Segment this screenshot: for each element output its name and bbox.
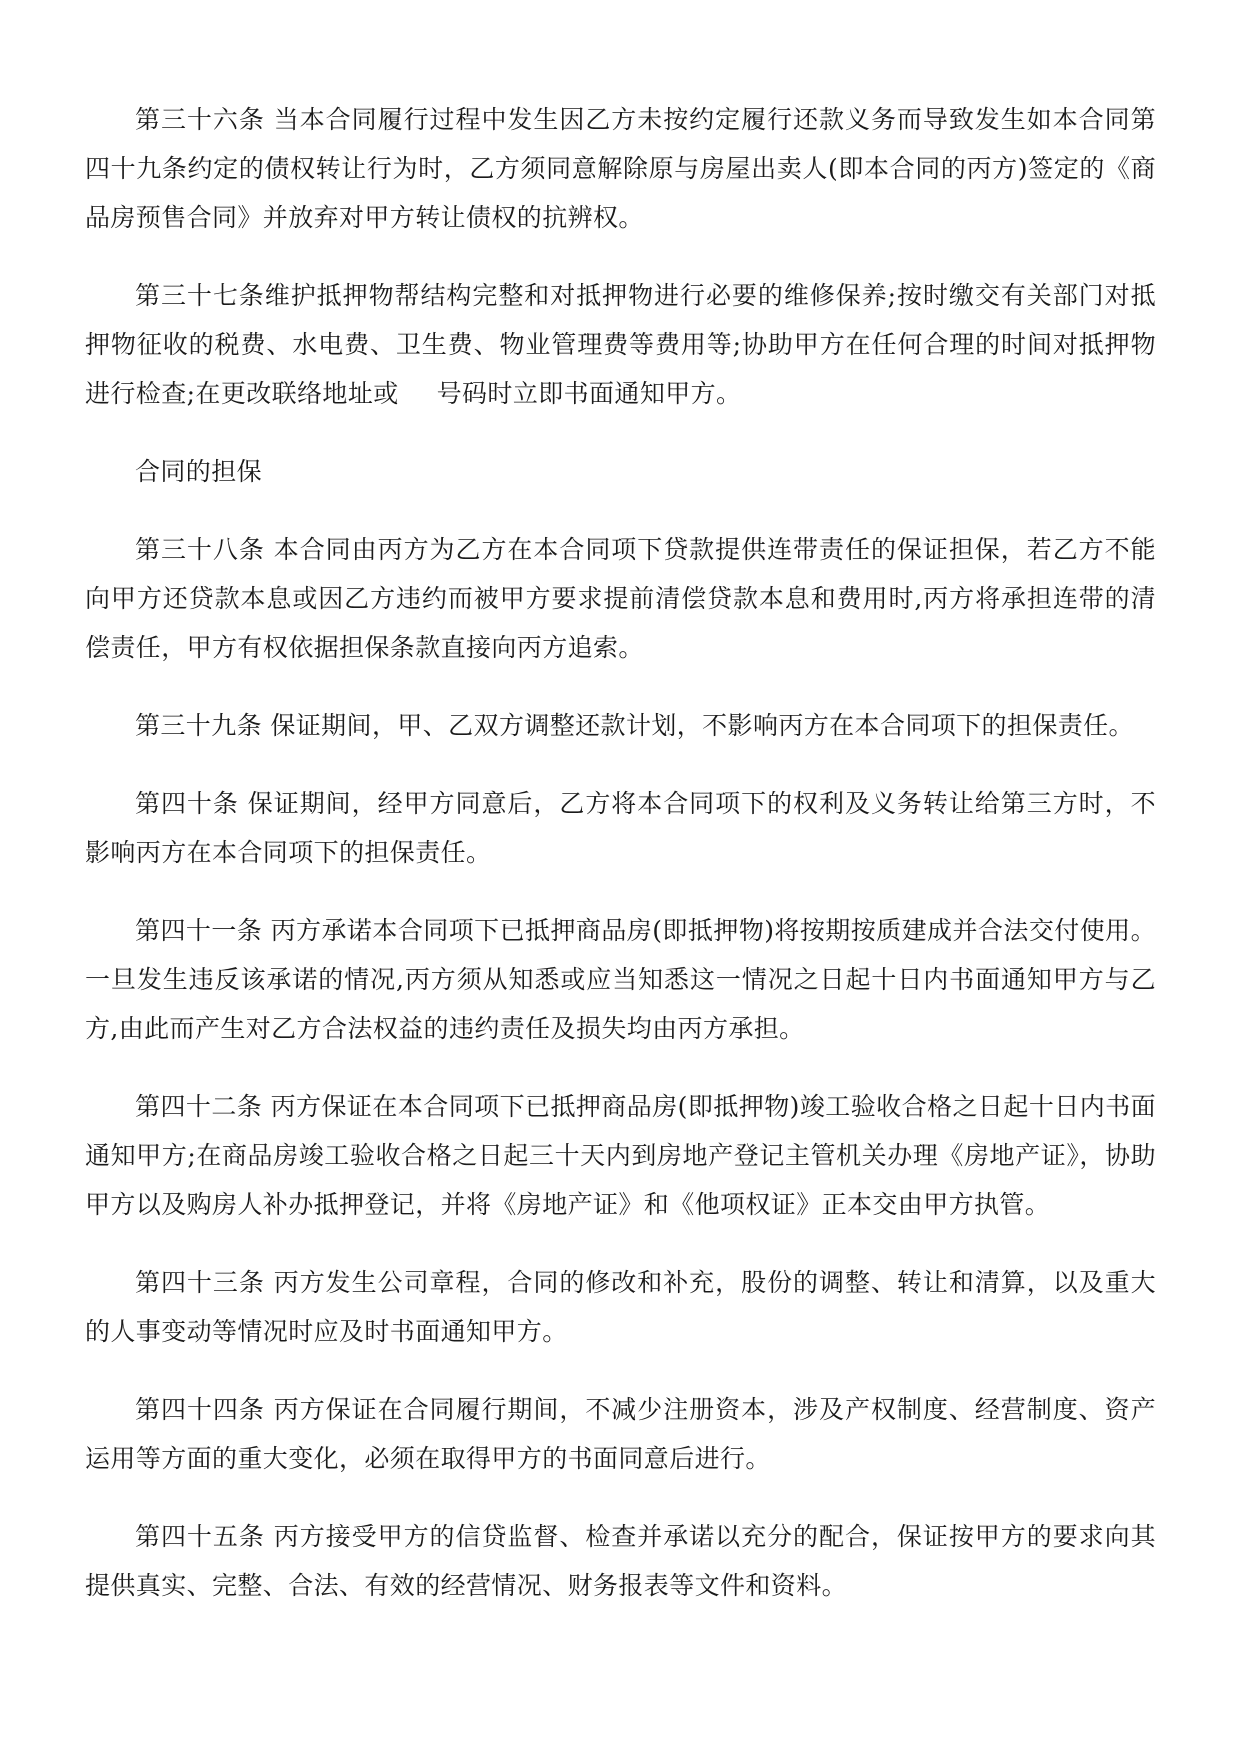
section-heading-guarantee: 合同的担保: [135, 457, 263, 486]
article-41: 第四十一条 丙方承诺本合同项下已抵押商品房(即抵押物)将按期按质建成并合法交付使用。一旦发生违反该承诺的情况,丙方须从知悉或应当知悉这一情况之日起十日内书面通知甲方与乙方,由此而产生对乙方合法权益的违约责任及损失均由丙方承担。: [85, 916, 1156, 1043]
article-45: 第四十五条 丙方接受甲方的信贷监督、检查并承诺以充分的配合，保证按甲方的要求向其提供真实、完整、合法、有效的经营情况、财务报表等文件和资料。: [85, 1522, 1156, 1600]
article-37: [85, 271, 1156, 418]
article-40: 第四十条 保证期间，经甲方同意后，乙方将本合同项下的权利及义务转让给第三方时，不影响丙方在本合同项下的担保责任。: [85, 789, 1156, 867]
article-39: 第三十九条 保证期间，甲、乙双方调整还款计划，不影响丙方在本合同项下的担保责任。: [135, 711, 1134, 740]
article-36: 第三十六条 当本合同履行过程中发生因乙方未按约定履行还款义务而导致发生如本合同第四十九条约定的债权转让行为时，乙方须同意解除原与房屋出卖人(即本合同的丙方)签定的《商品房预售合同》并放弃对甲方转让债权的抗辨权。: [85, 105, 1156, 232]
article-37-text-part-1: 第三十七条维护抵押物帮结构完整和对抵押物进行必要的维修保养;按时缴交有关部门对抵押物征收的税费、水电费、卫生费、物业管理费等费用等;协助甲方在任何合理的时间对抵押物进行检查;在更改联络地址或: [85, 281, 1156, 408]
article-43: 第四十三条 丙方发生公司章程，合同的修改和补充，股份的调整、转让和清算，以及重大的人事变动等情况时应及时书面通知甲方。: [85, 1268, 1156, 1346]
article-37-text-part-2: 号码时立即书面通知甲方。: [436, 379, 742, 408]
article-38: 第三十八条 本合同由丙方为乙方在本合同项下贷款提供连带责任的保证担保，若乙方不能向甲方还贷款本息或因乙方违约而被甲方要求提前清偿贷款本息和费用时,丙方将承担连带的清偿责任，甲方有权依据担保条款直接向丙方追索。: [85, 535, 1156, 662]
article-42: 第四十二条 丙方保证在本合同项下已抵押商品房(即抵押物)竣工验收合格之日起十日内书面通知甲方;在商品房竣工验收合格之日起三十天内到房地产登记主管机关办理《房地产证》，协助甲方以及购房人补办抵押登记，并将《房地产证》和《他项权证》正本交由甲方执管。: [85, 1092, 1156, 1219]
article-44: 第四十四条 丙方保证在合同履行期间，不减少注册资本，涉及产权制度、经营制度、资产运用等方面的重大变化，必须在取得甲方的书面同意后进行。: [85, 1395, 1156, 1473]
